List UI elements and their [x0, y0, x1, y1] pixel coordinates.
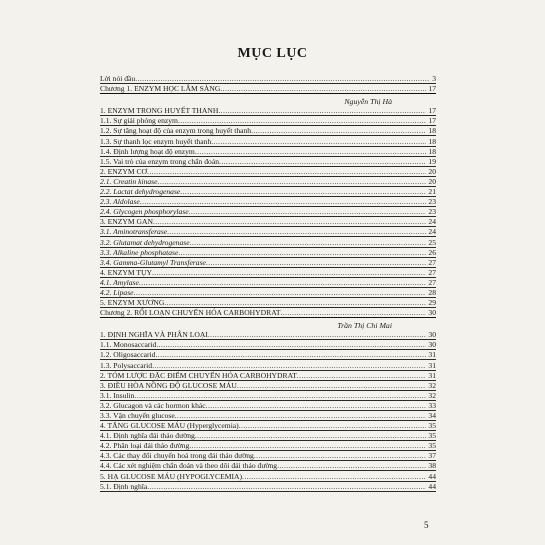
toc-leader-dots	[156, 340, 426, 349]
toc-entry-label: Trần Thị Chi Mai	[337, 321, 392, 331]
toc-entry	[100, 441, 436, 451]
toc-leader-dots	[277, 461, 426, 470]
toc-leader-dots	[152, 268, 426, 277]
toc-leader-dots	[195, 147, 427, 156]
toc-entry-label: 5. HẠ GLUCOSE MÁU (HYPOGLYCEMIA)	[100, 471, 243, 481]
toc-page-number: 44	[428, 471, 436, 481]
toc-entry	[100, 227, 436, 237]
toc-entry-label: Chương 2. RỐI LOẠN CHUYỂN HÓA CARBOHYDRAT	[100, 308, 281, 318]
toc-page-number: 35	[428, 431, 436, 441]
toc-entry-label: 4.2. Phân loại đái tháo đường	[100, 441, 190, 451]
toc-entry	[100, 258, 436, 268]
toc-leader-dots	[219, 157, 426, 166]
toc-leader-dots	[242, 472, 426, 481]
toc-leader-dots	[218, 106, 426, 115]
toc-page-number: 25	[428, 237, 436, 247]
toc-leader-dots	[178, 248, 426, 257]
toc-leader-dots	[208, 330, 427, 339]
toc-entry-label: Nguyễn Thị Hà	[344, 97, 392, 107]
toc-leader-dots	[251, 126, 426, 135]
toc-entry	[100, 461, 436, 471]
toc-entry-label: 1.5. Vai trò của enzym trong chẩn đoán	[100, 156, 220, 166]
toc-page-number: 44	[428, 481, 436, 491]
toc-entry-label: 1.1. Monosaccarid	[100, 340, 157, 350]
toc-entry-label: 4.1. Amylase	[100, 277, 139, 287]
toc-entry	[100, 451, 436, 461]
toc-page-number: 26	[428, 247, 436, 257]
toc-entry	[100, 381, 436, 391]
toc-leader-dots	[211, 137, 426, 146]
toc-page-number: 31	[428, 350, 436, 360]
toc-leader-dots	[175, 411, 427, 420]
toc-entry-label: 4. ENZYM TỤY	[100, 267, 152, 277]
toc-page-number: 32	[428, 390, 436, 400]
toc-entry-label: 1. ENZYM TRONG HUYẾT THANH	[100, 106, 219, 116]
toc-entry	[100, 278, 436, 288]
toc-entry	[100, 187, 436, 197]
toc-entry	[100, 197, 436, 207]
toc-entry-label: 5. ENZYM XƯƠNG	[100, 298, 165, 308]
toc-page-number: 35	[428, 421, 436, 431]
toc-entry-label: 2.4. Glycogen phosphorylase	[100, 207, 189, 217]
toc-leader-dots	[134, 391, 426, 400]
toc-entry-label: Chương 1. ENZYM HỌC LÂM SÀNG	[100, 84, 221, 94]
toc-entry-label: 3.3. Alkaline phosphatase	[100, 247, 179, 257]
toc-page-number: 24	[428, 227, 436, 237]
toc-entry-label: 2. ENZYM CƠ	[100, 166, 148, 176]
toc-page-number: 31	[428, 370, 436, 380]
toc-leader-dots	[152, 361, 426, 370]
toc-page-number: 35	[428, 441, 436, 451]
toc-page-number: 27	[428, 267, 436, 277]
toc-leader-dots	[140, 197, 427, 206]
toc-page-number: 23	[428, 207, 436, 217]
toc-leader-dots	[297, 371, 427, 380]
toc-leader-dots	[180, 187, 426, 196]
page-title: MỤC LỤC	[237, 46, 308, 61]
toc-page-number: 29	[428, 298, 436, 308]
toc-leader-dots	[220, 84, 426, 93]
toc-entry	[100, 136, 436, 146]
toc-entry-label: 3.2. Glucagon và các hormon khác	[100, 400, 206, 410]
table-of-contents	[100, 74, 436, 492]
toc-entry-label: 4. TĂNG GLUCOSE MÁU (Hyperglycemia)	[100, 421, 239, 431]
toc-chapter	[100, 308, 436, 318]
toc-entry	[100, 298, 436, 308]
toc-leader-dots	[190, 238, 427, 247]
toc-entry-label: 1.1. Sự giải phóng enzym	[100, 116, 178, 126]
toc-entry	[100, 350, 436, 360]
toc-leader-dots	[155, 350, 426, 359]
toc-page-number: 20	[428, 166, 436, 176]
toc-entry	[100, 268, 436, 278]
toc-entry-label: 1.4. Định lượng hoạt độ enzym	[100, 146, 195, 156]
toc-page-number: 18	[428, 146, 436, 156]
toc-entry	[100, 248, 436, 258]
toc-page-number: 30	[428, 330, 436, 340]
toc-author	[100, 94, 436, 106]
toc-entry	[100, 126, 436, 136]
toc-entry-label: 4.3. Các thay đổi chuyển hoá trong đái tháo đường	[100, 451, 254, 461]
toc-leader-dots	[164, 298, 426, 307]
toc-entry-label: 3. ĐIỀU HÒA NỒNG ĐỘ GLUCOSE MÁU	[100, 380, 237, 390]
toc-entry	[100, 288, 436, 298]
toc-page-number: 20	[428, 176, 436, 186]
toc-leader-dots	[189, 207, 427, 216]
toc-leader-dots	[239, 421, 427, 430]
toc-page-number: 3	[432, 74, 436, 84]
toc-page-number: 30	[428, 308, 436, 318]
toc-entry-label: 2.1. Creatin kinase	[100, 176, 158, 186]
toc-page-number: 18	[428, 126, 436, 136]
toc-leader-dots	[189, 441, 426, 450]
toc-leader-dots	[280, 308, 426, 317]
toc-entry	[100, 401, 436, 411]
toc-entry	[100, 330, 436, 340]
toc-chapter	[100, 84, 436, 94]
toc-leader-dots	[206, 401, 427, 410]
toc-entry-label: 4.2. Lipase	[100, 287, 134, 297]
toc-entry-label: 1.3. Polysaccarid	[100, 360, 153, 370]
toc-entry	[100, 167, 436, 177]
toc-entry-label: 4.4. Các xét nghiệm chẩn đoán và theo dõi đái tháo đường	[100, 461, 278, 471]
toc-entry	[100, 482, 436, 492]
toc-entry	[100, 106, 436, 116]
toc-page-number: 18	[428, 136, 436, 146]
toc-entry	[100, 237, 436, 247]
toc-page-number: 34	[428, 411, 436, 420]
page-number: 5	[424, 520, 429, 530]
toc-page-number: 32	[428, 380, 436, 390]
toc-leader-dots	[237, 381, 427, 390]
toc-leader-dots	[139, 278, 427, 287]
toc-entry	[100, 217, 436, 227]
toc-author	[100, 318, 436, 330]
toc-entry-label: 2.2. Lactat dehydrogenase	[100, 187, 181, 197]
toc-page-number: 23	[428, 197, 436, 207]
toc-entry-label: 1.3. Sự thanh lọc enzym huyết thanh	[100, 136, 212, 146]
toc-page-number: 17	[428, 84, 436, 94]
toc-entry-label: 3.1. Insulin	[100, 390, 135, 400]
toc-page-number: 37	[428, 451, 436, 461]
toc-leader-dots	[147, 482, 426, 491]
toc-entry	[100, 411, 436, 421]
toc-entry-label: 1.2. Oligosaccarid	[100, 350, 156, 360]
toc-entry	[100, 116, 436, 126]
toc-entry-label: 1. ĐỊNH NGHĨA VÀ PHÂN LOẠI	[100, 330, 208, 340]
toc-entry-label: 3.4. Gamma-Glutamyl Transferase	[100, 257, 206, 267]
toc-entry	[100, 207, 436, 217]
toc-page-number: 19	[428, 156, 436, 166]
toc-page-number: 38	[428, 461, 436, 471]
toc-entry	[100, 471, 436, 481]
toc-leader-dots	[206, 258, 427, 267]
toc-page-number: 33	[428, 400, 436, 410]
toc-leader-dots	[195, 431, 427, 440]
toc-entry	[100, 340, 436, 350]
toc-entry-label: 3.2. Glutamat dehydrogenase	[100, 237, 190, 247]
toc-entry	[100, 421, 436, 431]
toc-entry-label: 4.1. Định nghĩa đái tháo đường	[100, 431, 195, 441]
toc-leader-dots	[167, 227, 426, 236]
toc-leader-dots	[158, 177, 427, 186]
toc-page-number: 24	[428, 217, 436, 227]
toc-page-number: 28	[428, 287, 436, 297]
toc-leader-dots	[134, 288, 427, 297]
toc-entry-label: 2.3. Aldolase	[100, 197, 140, 207]
toc-leader-dots	[254, 451, 427, 460]
toc-entry-label: 2. TÓM LƯỢC ĐẶC ĐIỂM CHUYỂN HÓA CARBOHYDRAT	[100, 370, 297, 380]
toc-entry-label: 3. ENZYM GAN	[100, 217, 153, 227]
toc-entry-label: Lời nói đầu	[100, 74, 136, 84]
toc-page-number: 17	[428, 106, 436, 116]
toc-entry	[100, 157, 436, 167]
toc-entry	[100, 147, 436, 157]
toc-entry-label: 3.1. Aminotransferase	[100, 227, 168, 237]
toc-page-number: 27	[428, 277, 436, 287]
toc-leader-dots	[135, 74, 430, 83]
toc-entry	[100, 74, 436, 84]
toc-page-number: 17	[428, 116, 436, 126]
toc-leader-dots	[178, 116, 426, 125]
toc-page-number: 30	[428, 340, 436, 350]
toc-entry-label: 3.3. Vận chuyển glucose	[100, 411, 175, 420]
toc-page-number: 31	[428, 360, 436, 370]
toc-page-number: 21	[428, 187, 436, 197]
toc-leader-dots	[153, 217, 426, 226]
toc-entry-label: 1.2. Sự tăng hoạt độ của enzym trong huyết thanh	[100, 126, 252, 136]
toc-entry	[100, 371, 436, 381]
toc-entry	[100, 391, 436, 401]
toc-entry	[100, 360, 436, 370]
toc-leader-dots	[147, 167, 426, 176]
toc-entry	[100, 177, 436, 187]
toc-entry	[100, 431, 436, 441]
toc-page-number: 27	[428, 257, 436, 267]
toc-entry-label: 5.1. Định nghĩa	[100, 481, 148, 491]
